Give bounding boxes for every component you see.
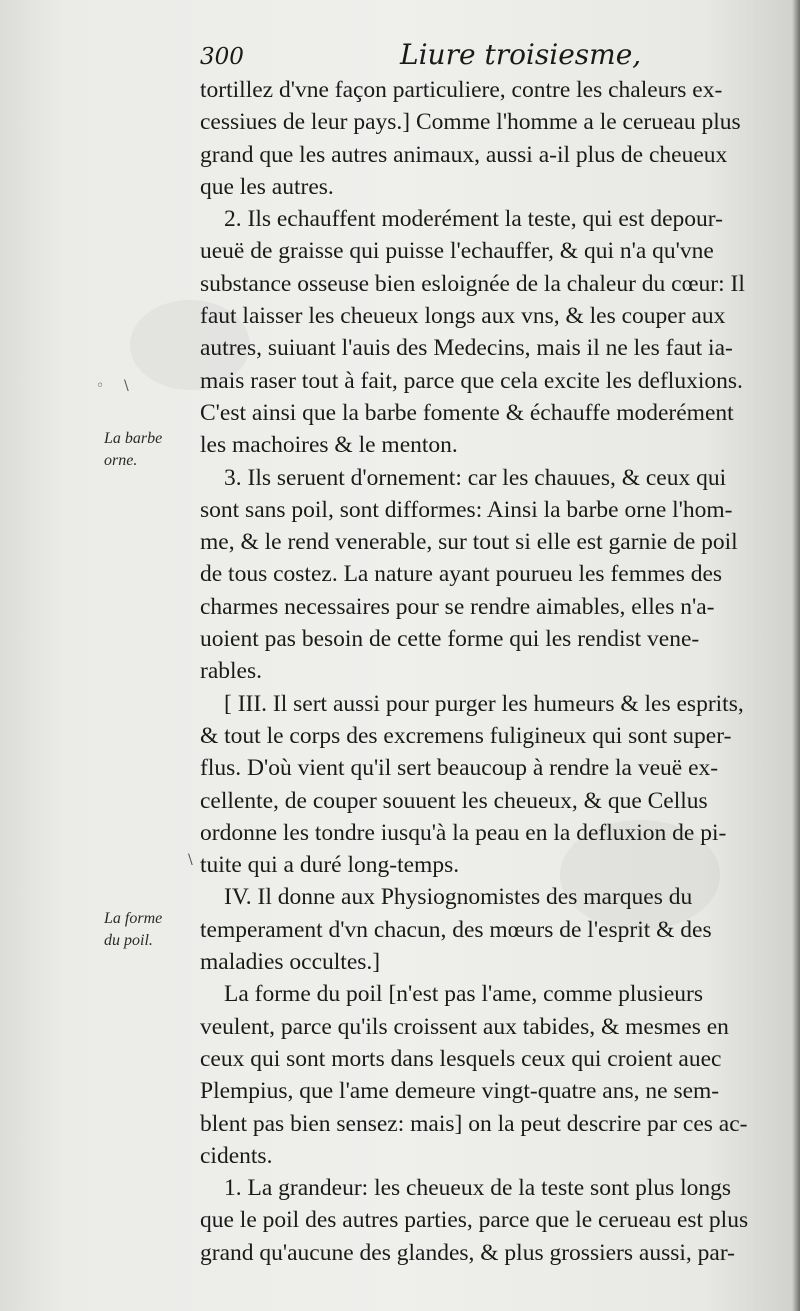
margin-note-forme xyxy=(104,908,200,952)
page-number: 300 xyxy=(200,44,244,70)
text-line: cidents. xyxy=(200,1142,273,1169)
text-line: cessiues de leur pays.] Comme l'homme a le cerueau plus xyxy=(200,109,741,136)
text-line: [ III. Il sert aussi pour purger les humeurs & les esprits, xyxy=(224,690,744,717)
text-line: cellente, de couper souuent les cheueux, & que Cellus xyxy=(200,787,708,814)
margin-note-barbe xyxy=(104,428,200,472)
text-line: grand que les autres animaux, aussi a-il plus de cheueux xyxy=(200,141,728,168)
running-title: Liure troisiesme, xyxy=(400,38,642,71)
text-line: tuite qui a duré long-temps. xyxy=(200,852,460,879)
text-line: rables. xyxy=(200,658,262,685)
text-line: flus. D'où vient qu'il sert beaucoup à rendre la veuë ex- xyxy=(200,755,719,782)
margin-mark: \ xyxy=(188,852,193,868)
page-header xyxy=(0,38,800,78)
margin-note-line: La barbe xyxy=(104,430,163,447)
text-line: tortillez d'vne façon particuliere, contre les chaleurs ex- xyxy=(200,77,723,103)
margin-mark: ◦ xyxy=(96,378,105,394)
text-line: 2. Ils echauffent moderément la teste, qui est depour- xyxy=(224,206,723,233)
text-line: mais raser tout à fait, parce que cela excite les defluxions. xyxy=(200,367,743,394)
margin-mark: \ xyxy=(124,378,129,394)
text-line: autres, suiuant l'auis des Medecins, mais il ne les faut ia- xyxy=(200,335,733,362)
text-line: uoient pas besoin de cette forme qui les rendist vene- xyxy=(200,626,700,653)
text-line: temperament d'vn chacun, des mœurs de l'esprit & des xyxy=(200,916,712,943)
text-line: que le poil des autres parties, parce que le cerueau est plus xyxy=(200,1207,749,1234)
page-edge-shadow xyxy=(792,0,800,1311)
text-line: de tous costez. La nature ayant pourueu les femmes des xyxy=(200,561,723,588)
text-line: faut laisser les cheueux longs aux vns, & les couper aux xyxy=(200,303,726,330)
text-line: 1. La grandeur: les cheueux de la teste sont plus longs xyxy=(224,1175,732,1202)
text-line: ordonne les tondre iusqu'à la peau en la defluxion de pi- xyxy=(200,819,727,846)
text-line: blent pas bien sensez: mais] on la peut descrire par ces ac- xyxy=(200,1110,748,1137)
text-line: IV. Il donne aux Physiognomistes des marques du xyxy=(224,884,693,911)
text-line: les machoires & le menton. xyxy=(200,432,458,459)
text-line: ceux qui sont morts dans lesquels ceux qui croient auec xyxy=(200,1045,722,1072)
margin-note-line: du poil. xyxy=(104,932,153,949)
text-line: substance osseuse bien esloignée de la chaleur du cœur: Il xyxy=(200,270,745,297)
text-line: veulent, parce qu'ils croissent aux tabides, & mesmes en xyxy=(200,1013,729,1040)
text-line: ueuë de graisse qui puisse l'echauffer, & qui n'a qu'vne xyxy=(200,238,714,265)
text-line: 3. Ils seruent d'ornement: car les chauues, & ceux qui xyxy=(224,464,727,491)
text-line: Plempius, que l'ame demeure vingt-quatre ans, ne sem- xyxy=(200,1078,720,1105)
text-line: me, & le rend venerable, sur tout si elle est garnie de poil xyxy=(200,529,738,556)
margin-note-line: La forme xyxy=(104,910,163,927)
margin-note-line: orne. xyxy=(104,452,138,469)
text-line: sont sans poil, sont difformes: Ainsi la barbe orne l'hom- xyxy=(200,496,733,523)
text-line: C'est ainsi que la barbe fomente & échauffe moderément xyxy=(200,399,734,426)
text-line: que les autres. xyxy=(200,173,334,200)
text-line: charmes necessaires pour se rendre aimables, elles n'a- xyxy=(200,593,715,620)
text-line: maladies occultes.] xyxy=(200,949,381,976)
text-line: & tout le corps des excremens fuligineux qui sont super- xyxy=(200,722,732,749)
body-text xyxy=(200,74,790,1269)
text-line: grand qu'aucune des glandes, & plus grossiers aussi, par- xyxy=(200,1239,736,1266)
text-line: La forme du poil [n'est pas l'ame, comme plusieurs xyxy=(224,981,703,1008)
